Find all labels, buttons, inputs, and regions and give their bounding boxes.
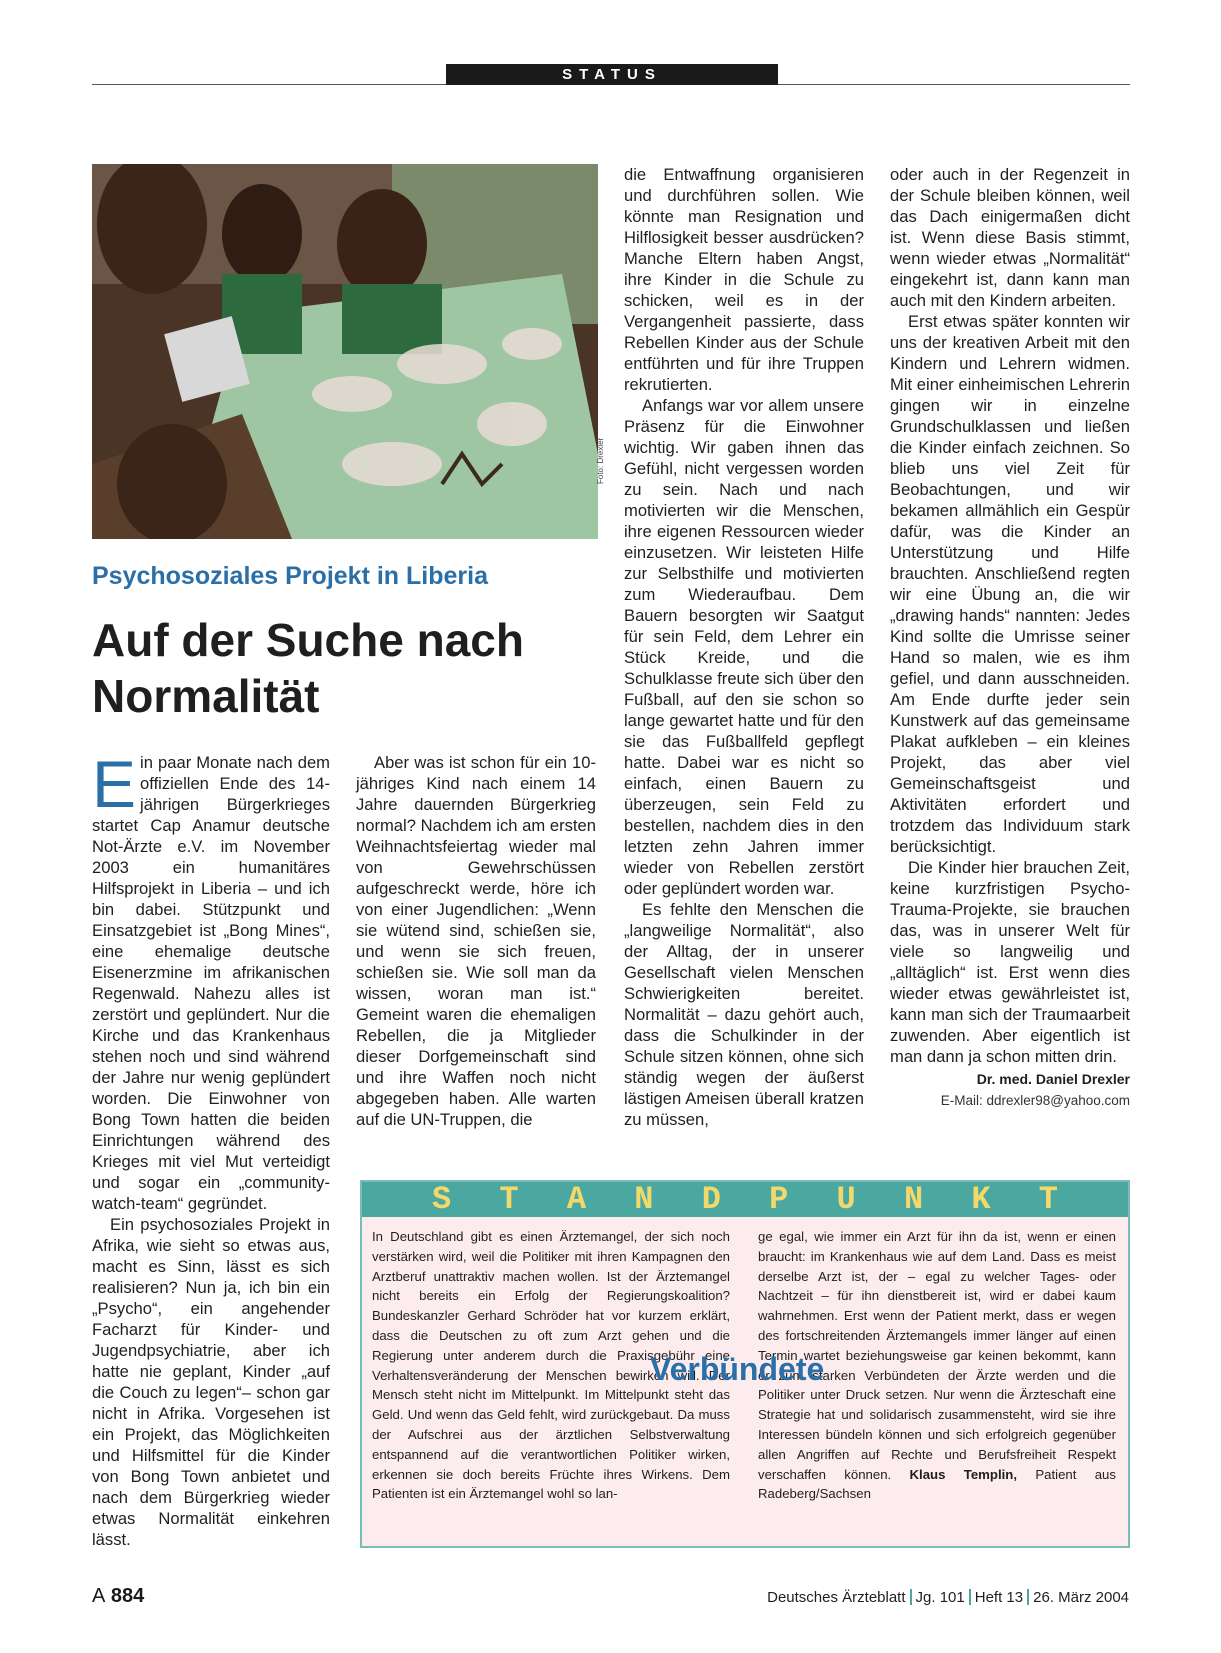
standpunkt-letter: P [769,1181,789,1218]
standpunkt-column-1: In Deutschland gibt es einen Ärztemangel, der sich noch verstärken wird, weil die Politiker mit ihren Kampagnen den Arztberuf unattraktiv machen wollen. Ist der Ärztemangel nicht bereits ein Erfolg der Regierungskoalition? Bundeskanzler Gerhard Schröder hat vor kurzem erklärt, dass die Deutschen zu oft zum Arzt gehen und die Regierung unter anderem durch die Praxisgebühr eine Verhaltensveränderung der Menschen bewirken will. Der Mensch steht nicht im Mittelpunkt. Im Mittelpunkt steht das Geld. Und wenn das Geld fehlt, wird zurückgebaut. Da muss der Aufschrei aus der ärztlichen Selbstverwaltung entspannend auf die verantwortlichen Politiker wirken, erkennen sie doch bereits Früchte ihres Wirkens. Dem Patienten ist ein Ärztemangel wohl so lan- [372,1229,730,1502]
paragraph: Ein psychosoziales Projekt in Afrika, wie sieht so etwas aus, macht es Sinn, lässt es sich realisieren? Nun ja, ich bin ein „Psycho“, ein angehender Facharzt für Kinder- und Jugendpsychiatrie, aber ich hatte nie geplant, Kinder „auf die Couch zu legen“– schon gar nicht in Afrika. Vorgesehen ist ein Projekt, das Möglichkeiten und Hilfsmittel für die Kinder von Bong Town anbietet und nach dem Bürgerkrieg wieder etwas Normalität einkehren lässt. [92,1215,330,1549]
section-label: STATUS [446,64,778,85]
page-number-value: 884 [110,1585,145,1607]
article-column-2 [356,752,596,1130]
standpunkt-letter: S [432,1181,452,1218]
standpunkt-text: ge egal, wie immer ein Arzt für ihn da ist, wenn er einen braucht: im Krankenhaus wie auf dem Land. Dass es meist derselbe Arzt ist, der – egal zu welcher Tages- oder Nachtzeit – für ihn dienstbereit ist, wird er dabei kaum wahrnehmen. Erst wenn der Patient merkt, dass er wegen des fortschreitenden Ärztemangels immer länger auf einen Termin wartet beziehungsweise gar keinen bekommt, kann er zum starken Verbündeten der Ärzte werden und die Politiker unter Druck setzen. Nur wenn die Ärzteschaft eine Strategie hat und solidarisch zusammensteht, wird sie ihre Interessen bündeln können und sich erfolgreich gegenüber allen Angriffen auf Rechte und Berufsfreiheit Respekt verschaffen können. [758,1229,1116,1482]
paragraph: oder auch in der Regenzeit in der Schule bleiben können, weil das Dach einigermaßen dicht ist. Wenn diese Basis stimmt, wenn wieder etwas „Normalität“ eingekehrt ist, dann kann man auch mit den Kindern arbeiten. [890,165,1130,310]
paragraph: Erst etwas später konnten wir uns der kreativen Arbeit mit den Kindern und Lehrern widmen. Mit einer einheimischen Lehrerin gingen wir in einzelne Grundschulklassen und ließen die Kinder einfach zeichnen. So blieb uns viel Zeit für Beobachtungen, und wir bekamen allmählich ein Gespür dafür, was die Kinder an Unterstützung und Hilfe brauchten. Anschließend regten wir eine Übung an, die wir „drawing hands“ nannten: Jedes Kind sollte die Umrisse seiner Hand so malen, wie es ihm gefiel, und dann ausschneiden. Am Ende durfte jeder sein Kunstwerk auf das gemeinsame Plakat aufkleben – ein kleines Projekt, das aber viel Gemeinschaftsgeist und Aktivitäten erfordert und trotzdem das Individuum stark berücksichtigt. [890,312,1130,856]
standpunkt-author-place: Patient aus Radeberg/Sachsen [758,1466,1116,1502]
standpunkt-letter: T [499,1181,519,1218]
page-prefix: A [92,1585,106,1607]
article-column-4 [890,164,1130,1111]
standpunkt-letter: D [701,1181,721,1218]
article-photo [92,164,598,539]
journal-volume: Jg. 101 [915,1589,965,1606]
standpunkt-letter: U [836,1181,856,1218]
standpunkt-letter: N [634,1181,654,1218]
article-title [92,612,592,724]
article-column-3 [624,164,864,1130]
journal-issue: Heft 13 [974,1589,1024,1606]
standpunkt-heading [362,1182,1128,1217]
standpunkt-author: Klaus Templin, [909,1466,1018,1482]
paragraph: Aber was ist schon für ein 10-jähriges Kind nach einem 14 Jahre dauernden Bürgerkrieg normal? Nachdem ich am ersten Weihnachtsfeiertag wieder mal von Gewehrschüssen aufgeschreckt werde, höre ich von einer Jugendlichen: „Wenn sie wütend sind, schießen sie, und wenn sie sich freuen, schießen sie. Wie soll man da wissen, woran man ist.“ Gemeint waren die ehemaligen Rebellen, die ja Mitglieder dieser Dorfgemeinschaft sind und ihre Waffen noch nicht abgegeben haben. Alle warten auf die UN-Truppen, die [356,753,596,1129]
journal-date: 26. März 2004 [1033,1589,1129,1606]
page-number [92,1585,144,1608]
dropcap: E [92,747,137,821]
paragraph: Die Kinder hier brauchen Zeit, keine kurzfristigen Psycho-Trauma-Projekte, sie brauchen das, was in unserer Welt für viele so langweilig und „alltäglich“ ist. Erst wenn dies wieder etwas gewährleistet ist, kann man sich der Traumaarbeit zuwenden. Aber eigentlich ist man dann ja schon mitten drin. [890,858,1130,1066]
journal-name: Deutsches Ärzteblatt [767,1589,906,1606]
separator [1027,1589,1029,1605]
author-email[interactable]: E-Mail: ddrexler98@yahoo.com [940,1093,1130,1108]
photo-credit: Foto: Drexler [596,437,605,484]
paragraph: Ein paar Monate nach dem offiziellen Ende des 14-jährigen Bürgerkrieges startet Cap Anamur deutsche Not-Ärzte e.V. im November 2003 ein humanitäres Hilfsprojekt in Liberia – und ich bin dabei. Stützpunkt und Einsatzgebiet ist „Bong Mines“, eine ehemalige deutsche Eisenerzmine im afrikanischen Regenwald. Nahezu alles ist zerstört und geplündert. Nur die Kirche und das Krankenhaus stehen noch und sind während der Jahre nur wenig geplündert worden. Die Einwohner von Bong Town hatten die beiden Einrichtungen während des Krieges mit viel Mut verteidigt und sogar ein „community-watch-team“ gegründet. [92,747,330,1213]
separator [969,1589,971,1605]
standpunkt-letter: N [903,1181,924,1218]
article-title-line-2: Normalität [92,670,320,722]
paragraph: Es fehlte den Menschen die „langweilige Normalität“, also der Alltag, der in unserer Gesellschaft vielen Menschen Schwierigkeiten bereitet. Normalität – dazu gehört auch, dass die Schulkinder in der Schule sitzen können, ohne sich ständig wegen der äußerst lästigen Ameisen überall kratzen zu müssen, [624,900,864,1129]
article-column-1 [92,747,330,1550]
standpunkt-letter: T [1038,1181,1058,1218]
article-author: Dr. med. Daniel Drexler [976,1071,1130,1087]
standpunkt-letter: K [971,1181,991,1218]
standpunkt-title: Verbündete [650,1351,825,1387]
standpunkt-letter: A [566,1181,587,1218]
paragraph: die Entwaffnung organisieren und durchführen sollen. Wie könnte man Resignation und Hilflosigkeit besser ausdrücken? Manche Eltern haben Angst, ihre Kinder in die Schule zu schicken, weil es in der Vergangenheit passierte, dass Rebellen Kinder aus der Schule entführten und für ihre Truppen rekrutierten. [624,165,864,394]
separator [910,1589,912,1605]
article-title-line-1: Auf der Suche nach [92,614,524,666]
paragraph: Anfangs war vor allem unsere Präsenz für die Einwohner wichtig. Wir gaben ihnen das Gefühl, nicht vergessen worden zu sein. Nach und nach motivierten wir die Menschen, ihre eigenen Ressourcen wieder einzusetzen. Wir leisteten Hilfe zur Selbsthilfe und motivierten zum Wiederaufbau. Dem Bauern besorgten wir Saatgut für sein Feld, dem Lehrer ein Stück Kreide, und die Schulklasse freute sich über den Fußball, auf den sie schon so lange gewartet hatte und für den sie das Fußballfeld gepflegt hatte. Dabei war es nicht so einfach, einen Bauern zu überzeugen, sein Feld zu bestellen, nachdem dies in den letzten zehn Jahren immer wieder von Rebellen zerstört oder geplündert worden war. [624,396,864,898]
children-drawing-photo [92,164,598,539]
article-kicker: Psychosoziales Projekt in Liberia [92,562,488,590]
journal-info [767,1589,1129,1606]
